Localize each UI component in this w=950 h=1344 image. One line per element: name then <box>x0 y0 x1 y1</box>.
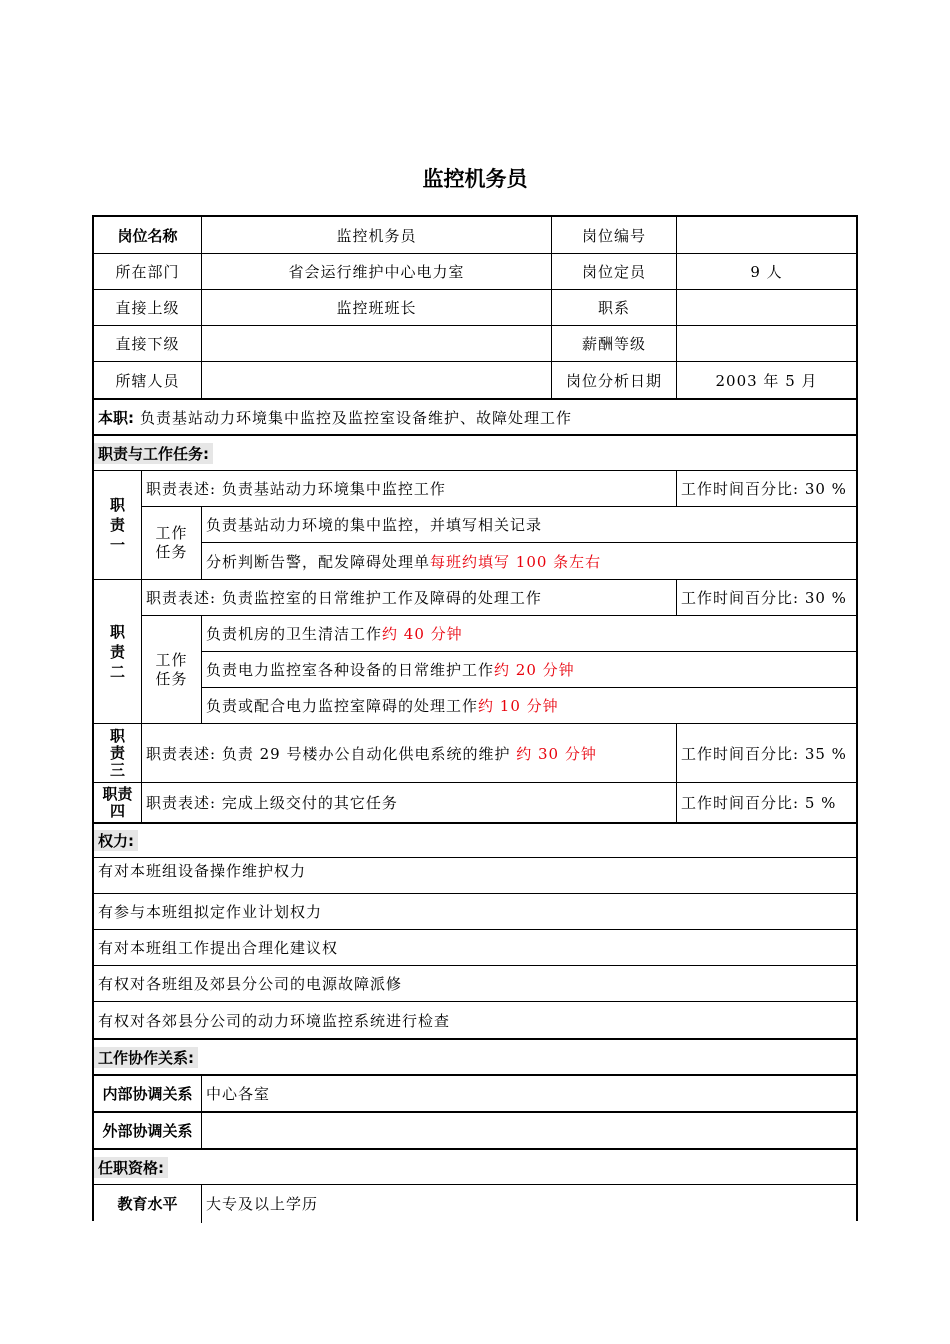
cooperation-header-row <box>94 1040 856 1074</box>
authority-item-1: 有对本班组设备操作维护权力 <box>98 862 307 880</box>
duty-3-name: 职责三 <box>109 726 125 779</box>
info-value-department: 省会运行维护中心电力室 <box>288 263 465 281</box>
duties-header: 职责与工作任务: <box>94 443 213 464</box>
qualification-header: 任职资格: <box>94 1157 168 1178</box>
duty-2-task-1: 负责机房的卫生清洁工作 约 40 分钟 <box>206 625 463 643</box>
page-title: 监控机务员 <box>422 167 528 191</box>
info-label-position-name: 岗位名称 <box>117 226 178 245</box>
education-value: 大专及以上学历 <box>206 1194 319 1213</box>
info-label-position-code: 岗位编号 <box>581 226 646 245</box>
duty-2-task-3: 负责或配合电力监控室障碍的处理工作 约 10 分钟 <box>206 697 559 715</box>
info-label-subordinate: 直接下级 <box>115 335 180 353</box>
duty-1-percent: 工作时间百分比: 30 % <box>681 480 847 498</box>
duty-2-task-label: 工作任务 <box>155 650 188 688</box>
info-value-job-family <box>677 290 856 325</box>
authority-item-3: 有对本班组工作提出合理化建议权 <box>98 939 339 957</box>
authority-item-2: 有参与本班组拟定作业计划权力 <box>98 903 323 921</box>
main-duty-label: 本职: <box>98 408 134 427</box>
main-duty-row <box>94 400 856 434</box>
duty-4-name: 职责四 <box>102 784 133 820</box>
main-duty-text: 负责基站动力环境集中监控及监控室设备维护、故障处理工作 <box>140 408 573 427</box>
duty-2-task-2: 负责电力监控室各种设备的日常维护工作 约 20 分钟 <box>206 661 575 679</box>
internal-coordination-label: 内部协调关系 <box>102 1085 193 1103</box>
info-value-staff <box>202 362 551 398</box>
authority-header-row <box>94 824 856 857</box>
info-label-headcount: 岗位定员 <box>581 263 646 281</box>
authority-header: 权力: <box>94 830 138 851</box>
duty-3-percent: 工作时间百分比: 35 % <box>681 744 847 763</box>
job-description-table <box>92 215 858 1221</box>
duty-1-task-2: 分析判断告警，配发障碍处理单 每班约填写 100 条左右 <box>206 552 602 571</box>
info-label-staff: 所辖人员 <box>115 371 180 390</box>
qualification-header-row <box>94 1150 856 1184</box>
duty-1-description: 职责表述: 负责基站动力环境集中监控工作 <box>146 480 446 498</box>
duty-2-description: 职责表述: 负责监控室的日常维护工作及障碍的处理工作 <box>146 589 542 607</box>
authority-item-4: 有权对各班组及郊县分公司的电源故障派修 <box>98 975 403 993</box>
duty-3-description: 职责表述: 负责 29 号楼办公自动化供电系统的维护 约 30 分钟 <box>146 744 597 763</box>
info-value-analysis-date: 2003 年 5 月 <box>715 371 818 390</box>
info-value-pay-grade <box>677 326 856 361</box>
duty-2-percent: 工作时间百分比: 30 % <box>681 589 847 607</box>
duty-2-name: 职责二 <box>109 622 125 681</box>
duties-header-row <box>94 436 856 470</box>
authority-item-5: 有权对各郊县分公司的动力环境监控系统进行检查 <box>98 1011 451 1030</box>
info-value-subordinate <box>202 326 551 361</box>
info-value-supervisor: 监控班班长 <box>336 299 417 317</box>
info-label-pay-grade: 薪酬等级 <box>581 335 646 353</box>
external-coordination-value <box>202 1113 856 1148</box>
internal-coordination-value: 中心各室 <box>206 1085 271 1103</box>
duty-4-description: 职责表述: 完成上级交付的其它任务 <box>146 794 398 812</box>
education-label: 教育水平 <box>117 1194 178 1213</box>
info-value-headcount: 9 人 <box>750 263 783 281</box>
info-label-analysis-date: 岗位分析日期 <box>565 371 662 390</box>
info-label-supervisor: 直接上级 <box>115 299 180 317</box>
info-value-position-name: 监控机务员 <box>336 226 417 245</box>
duty-1-name: 职责一 <box>109 496 125 554</box>
info-label-department: 所在部门 <box>115 263 180 281</box>
duty-4-percent: 工作时间百分比: 5 % <box>681 794 837 812</box>
duty-1-task-label: 工作任务 <box>155 524 188 561</box>
info-label-job-family: 职系 <box>597 299 630 317</box>
duty-1-task-1: 负责基站动力环境的集中监控，并填写相关记录 <box>206 516 543 534</box>
info-value-position-code <box>677 217 856 253</box>
external-coordination-label: 外部协调关系 <box>102 1122 193 1140</box>
cooperation-header: 工作协作关系: <box>94 1047 198 1068</box>
